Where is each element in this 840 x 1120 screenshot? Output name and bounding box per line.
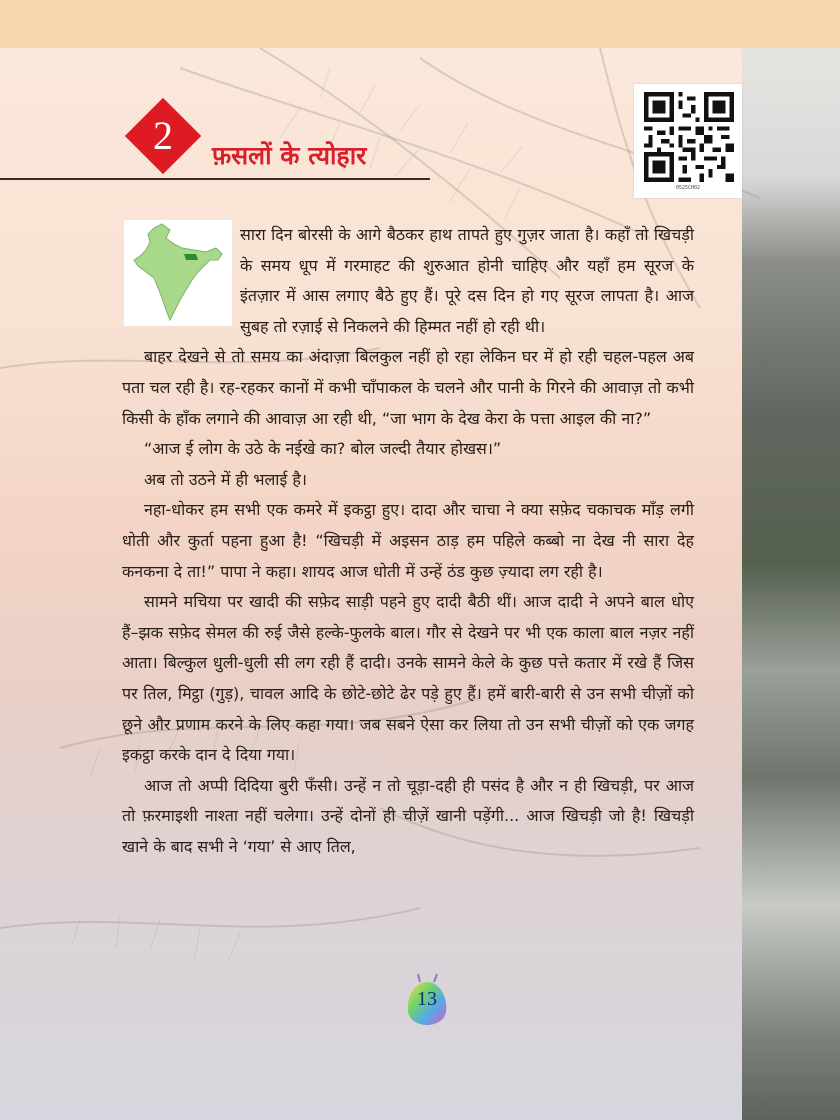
chapter-title: फ़सलों के त्योहार [212,141,367,170]
paragraph: सामने मचिया पर खादी की सफ़ेद साड़ी पहने हुए दादी बैठी थीं। आज दादी ने अपने बाल धोए हैं–झक सफ़ेद सेमल की रुई जैसे हल्के-फुलके बाल। गौर से देखने पर भी एक काला बाल नज़र नहीं आता। बिल्कुल धुली-धुली सी लग रही हैं दादी। उनके सामने केले के कुछ पत्ते कतार में रखे हैं जिस पर तिल, मिट्ठा (गुड़), चावल आदि के छोटे-छोटे ढेर पड़े हुए हैं। हमें बारी-बारी से उन सभी चीज़ों को छूने और प्रणाम करने के लिए कहा गया। जब सबने ऐसा कर लिया तो उन सभी चीज़ों को एक जगह इकट्ठा करके दान दे दिया गया। [122,592,694,765]
map-text-wrap-spacer [122,220,240,338]
qr-code-icon [644,92,734,182]
paragraph: बाहर देखने से तो समय का अंदाज़ा बिलकुल नहीं हो रहा लेकिन घर में हो रही चहल-पहल अब पता चल रही है। रह-रहकर कानों में कभी चाँपाकल के चलने और पानी के गिरने की आवाज़ तो कभी किसी के हाँक लगाने की आवाज़ आ रही थी, “जा भाग के देख केरा के पत्ता आइल की ना?” [122,347,694,428]
chapter-number: 2 [153,113,173,158]
top-band [0,0,840,48]
paragraph: अब तो उठने में ही भलाई है। [144,469,307,489]
paragraph: नहा-धोकर हम सभी एक कमरे में इकट्ठा हुए। दादा और चाचा ने क्या सफ़ेद चकाचक माँड़ लगी धोती और कुर्ता पहना हुआ है! “खिचड़ी में अइसन ठाड़ हम पहिले कब्बो ना देख नी सारा देह कनकना दे ता!” पापा ने कहा। शायद आज धोती में उन्हें ठंड कुछ ज़्यादा लग रही है। [122,500,694,581]
qr-code-caption: 0525CH02 [675,185,701,191]
page-number: 13 [417,988,437,1010]
chapter-body-text [122,220,694,862]
paragraph: सारा दिन बोरसी के आगे बैठकर हाथ तापते हुए गुज़र जाता है। कहाँ तो खिचड़ी के समय धूप में गरमाहट की शुरुआत होनी चाहिए और यहाँ हम सूरज के इंतज़ार में आस लगाए बैठे हुए हैं। पूरे दस दिन हो गए सूरज लापता है। आज सुबह तो रज़ाई से निकलने की हिम्मत नहीं हो रही थी। [240,225,694,336]
paragraph: “आज ई लोग के उठे के नईखे का? बोल जल्दी तैयार होखस।” [144,439,502,459]
qr-code-panel[interactable] [634,84,742,198]
paragraph: आज तो अप्पी दिदिया बुरी फँसी। उन्हें न तो चूड़ा-दही ही पसंद है और न ही खिचड़ी, पर आज तो फ़रमाइशी नाश्ता नहीं चलेगा। उन्हें दोनों ही चीज़ें खानी पड़ेंगी... आज खिचड़ी जो है! खिचड़ी खाने के बाद सभी ने ‘गया’ से आए तिल, [122,775,694,856]
title-underline [0,178,430,180]
